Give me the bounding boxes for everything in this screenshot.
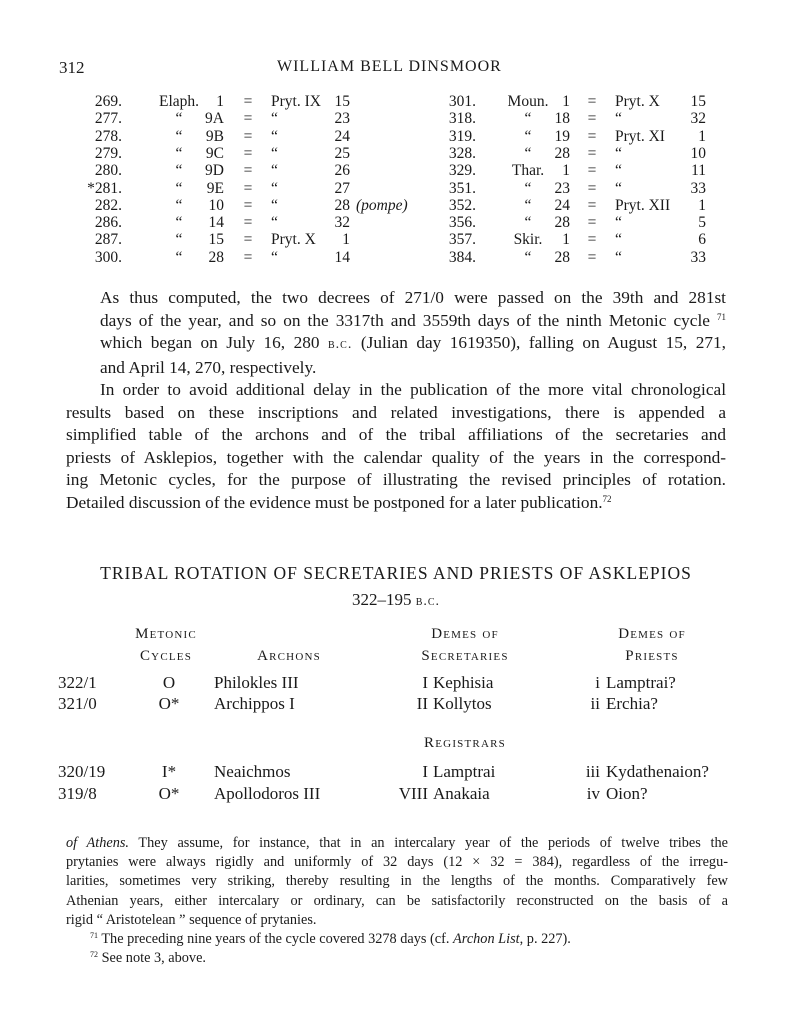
cal-right-date: 28 [554,214,570,232]
cal-right-date: 24 [554,196,570,214]
cal-left-eq: = [243,231,253,249]
footnote-line: They assume, for instance, that in an intercalary year of the periods of twelve tribes the [138,835,728,851]
bc-abbrev: b.c. [328,337,353,352]
cal-left-month: “ [175,196,183,214]
row-pri-deme: Erchia? [606,694,658,713]
cal-left-eq: = [243,110,253,128]
cal-left-eq: = [243,144,253,162]
cal-left-eq: = [243,162,253,180]
cal-right-pday: 1 [698,127,706,145]
row-archon: Philokles III [214,673,299,692]
cal-left-pryt: “ [271,110,278,128]
row-pri-num: i [595,673,600,692]
cal-left-pday: 32 [334,214,350,232]
cal-left-date: 9C [205,144,224,162]
row-cycle: O* [158,694,180,713]
row-archon: Apollodoros III [214,784,321,803]
table-date-range [0,590,792,610]
cal-left-day: 277. [94,110,122,128]
cal-right-month: “ [524,110,532,128]
footnote-line: prytanies were always rigidly and uniformly of 32 days (12 × 32 = 384), regardless of the irregu- [66,854,728,871]
footnote-line: rigid “ Aristotelean ” sequence of prytanies. [66,911,317,928]
cal-left-pryt: Pryt. X [271,231,316,249]
cal-right-day: 357. [448,231,476,249]
cal-left-day: 282. [94,196,122,214]
cal-left-month: “ [175,179,183,197]
cal-right-eq: = [587,214,597,232]
cal-right-month: “ [524,214,532,232]
cal-right-pday: 11 [691,162,706,180]
cal-left-pday: 23 [334,110,350,128]
footnote-71-text: The preceding nine years of the cycle covered 3278 days (cf. [101,931,450,948]
row-cycle: O* [158,784,180,803]
row-year: 319/8 [58,784,97,803]
cal-left-eq: = [243,127,253,145]
date-range: 322–195 [351,590,412,609]
cal-left-pday: 25 [334,144,350,162]
header-metonic: Metonic [135,626,197,642]
para1-line: (Julian day 1619350), falling on August 15, 271, [360,333,726,352]
cal-right-day: 384. [448,248,476,266]
cal-right-month: Thar. [511,162,545,180]
cal-left-pryt: “ [271,179,278,197]
row-sec-deme: Kephisia [433,673,494,692]
para2-line: In order to avoid additional delay in the publication of the more vital chronological [100,380,726,399]
cal-left-eq: = [243,179,253,197]
cal-left-day: 287. [94,231,122,249]
cal-left-date: 28 [208,248,224,266]
cal-right-eq: = [587,127,597,145]
cal-left-month: “ [175,110,183,128]
row-cycle: I* [161,762,177,781]
cal-right-day: 356. [448,214,476,232]
cal-right-date: 18 [554,110,570,128]
cal-left-date: 10 [208,196,224,214]
header-cycles: Cycles [139,648,193,664]
footnote-ref-71[interactable]: 71 [716,311,726,322]
footnote-71-text-end: , p. 227). [519,931,571,948]
cal-left-pday: 15 [334,93,350,110]
cal-right-pday: 33 [690,248,706,266]
bc-abbrev: b.c. [415,594,441,609]
cal-right-pday: 1 [698,196,706,214]
cal-right-eq: = [587,110,597,128]
cal-right-month: Moun. [507,93,549,110]
footnote-italic: of Athens. [66,835,130,851]
row-pri-num: iv [586,784,600,803]
row-year: 321/0 [58,694,97,713]
table-title: TRIBAL ROTATION OF SECRETARIES AND PRIESTS OF ASKLEPIOS [100,563,692,583]
row-sec-deme: Anakaia [433,784,490,803]
para2-line: simplified table of the archons and of the tribal affiliations of the secretaries and [66,425,726,444]
cal-right-day: 351. [448,179,476,197]
footnote-mark-71: 71 [90,931,98,941]
row-sec-num: I [422,762,428,781]
para1-line: As thus computed, the two decrees of 271/0 were passed on the 39th and 281st [100,288,726,307]
cal-right-date: 23 [554,179,570,197]
cal-right-month: “ [524,248,532,266]
cal-left-eq: = [243,93,253,110]
cal-right-pday: 33 [690,179,706,197]
row-sec-num: I [422,673,428,692]
cal-left-date: 9B [205,127,224,145]
cal-left-pday: 27 [334,179,350,197]
header-demes-of-pri: Demes of [618,626,686,642]
cal-right-month: “ [524,196,532,214]
row-archon: Archippos I [214,694,295,713]
row-pri-num: ii [590,694,600,713]
row-cycle: O [162,673,176,692]
cal-right-month: “ [524,179,532,197]
cal-left-pday: 14 [334,248,350,266]
cal-left-month: “ [175,162,183,180]
cal-right-month: “ [524,127,532,145]
cal-right-eq: = [587,231,597,249]
cal-right-date: 1 [562,93,570,110]
cal-left-day: 280. [94,162,122,180]
cal-right-date: 28 [554,248,570,266]
cal-right-pryt: “ [615,231,622,249]
cal-right-date: 19 [554,127,570,145]
cal-left-month: “ [175,127,183,145]
cal-right-eq: = [587,196,597,214]
cal-left-month: “ [175,144,183,162]
cal-right-pryt: Pryt. XII [615,196,671,214]
cal-right-eq: = [587,162,597,180]
row-sec-num: VIII [398,784,428,803]
row-pri-deme: Lamptrai? [606,673,676,692]
cal-right-pryt: Pryt. XI [615,127,665,145]
cal-left-date: 9A [205,110,224,128]
cal-right-eq: = [587,144,597,162]
cal-right-pryt: “ [615,248,622,266]
cal-left-date: 9E [206,179,224,197]
row-sec-num: II [416,694,428,713]
para2-line: Detailed discussion of the evidence must be postponed for a later publication. [66,492,603,512]
cal-left-day: 279. [94,144,122,162]
cal-left-day: 286. [94,214,122,232]
cal-left-pryt: “ [271,248,278,266]
cal-right-date: 28 [554,144,570,162]
header-priests: Priests [625,648,679,664]
cal-right-month: “ [524,144,532,162]
cal-left-day: 269. [94,93,122,110]
cal-left-pryt: Pryt. IX [271,93,321,110]
header-secretaries: Secretaries [421,648,509,664]
cal-right-pryt: “ [615,144,622,162]
cal-right-pryt: “ [615,162,622,180]
cal-right-pday: 10 [690,144,706,162]
para2-line: ing Metonic cycles, for the purpose of illustrating the revised principles of rotation. [66,470,726,489]
cal-right-month: Skir. [513,231,543,249]
footnote-mark-72: 72 [90,950,98,960]
cal-left-day: 278. [94,127,122,145]
cal-right-day: 329. [448,162,476,180]
footnote-71 [66,930,728,949]
para1-line: which began on July 16, 280 [100,333,320,352]
cal-right-pday: 5 [698,214,706,232]
cal-right-pryt: Pryt. X [615,93,660,110]
cal-left-day: *281. [87,179,122,197]
header-registrars: Registrars [424,735,506,751]
cal-left-pday: 26 [334,162,350,180]
cal-right-eq: = [587,248,597,266]
cal-left-date: 14 [208,214,224,232]
footnote-line: larities, sometimes very striking, thereby resulting in the lengths of the months. Comparatively few [66,873,728,890]
para2-line: results based on these inscriptions and related investigations, there is appended a [66,402,726,422]
running-title: WILLIAM BELL DINSMOOR [277,58,502,75]
row-archon: Neaichmos [214,762,291,781]
header-archons: Archons [257,648,321,664]
para1-line: days of the year, and so on the 3317th and 3559th days of the ninth Metonic cycle [100,310,710,330]
cal-right-day: 352. [448,196,476,214]
footnote-72 [66,949,728,968]
cal-right-pday: 6 [698,231,706,249]
row-sec-deme: Lamptrai [433,762,496,781]
paragraph-appended-table [66,379,726,514]
cal-right-pday: 15 [690,93,706,110]
page-number: 312 [59,58,85,77]
cal-left-pday: 1 [342,231,350,249]
footnote-72-text: See note 3, above. [101,950,206,967]
cal-right-date: 1 [562,162,570,180]
cal-left-eq: = [243,248,253,266]
cal-left-pday: 28 [334,196,350,214]
row-pri-deme: Kydathenaion? [606,762,709,781]
cal-left-eq: = [243,196,253,214]
row-year: 320/19 [58,762,106,781]
cal-left-pday: 24 [334,127,350,145]
cal-right-pryt: “ [615,179,622,197]
row-sec-deme: Kollytos [433,694,492,713]
cal-left-date: 1 [216,93,224,110]
cal-right-eq: = [587,93,597,110]
cal-right-date: 1 [562,231,570,249]
row-year: 322/1 [58,673,97,692]
cal-left-month: “ [175,214,183,232]
footnotes [66,834,728,968]
cal-right-day: 318. [448,110,476,128]
footnote-ref-72[interactable]: 72 [602,493,612,504]
cal-left-day: 300. [94,248,122,266]
cal-left-note: (pompe) [356,196,408,214]
cal-left-month: “ [175,248,183,266]
cal-right-day: 319. [448,127,476,145]
cal-left-month: Elaph. [158,93,200,110]
cal-right-pday: 32 [690,110,706,128]
cal-left-pryt: “ [271,214,278,232]
header-demes-of-sec: Demes of [431,626,499,642]
footnote-line: Athenian years, either intercalary or ordinary, can be satisfactorily reconstructed on the basis of a [66,892,728,909]
cal-left-pryt: “ [271,144,278,162]
cal-left-month: “ [175,231,183,249]
paragraph-computation [66,287,726,379]
para1-line: and April 14, 270, respectively. [100,357,317,377]
footnote-71-title: Archon List [453,931,520,948]
row-pri-deme: Oion? [606,784,648,803]
cal-right-day: 328. [448,144,476,162]
cal-right-eq: = [587,179,597,197]
row-pri-num: iii [585,762,600,781]
cal-right-pryt: “ [615,110,622,128]
cal-left-date: 15 [208,231,224,249]
cal-right-pryt: “ [615,214,622,232]
cal-right-day: 301. [448,93,476,110]
cal-left-eq: = [243,214,253,232]
cal-left-pryt: “ [271,196,278,214]
cal-left-date: 9D [205,162,224,180]
para2-line: priests of Asklepios, together with the calendar quality of the years in the correspond- [66,447,726,467]
cal-left-pryt: “ [271,127,278,145]
cal-left-pryt: “ [271,162,278,180]
